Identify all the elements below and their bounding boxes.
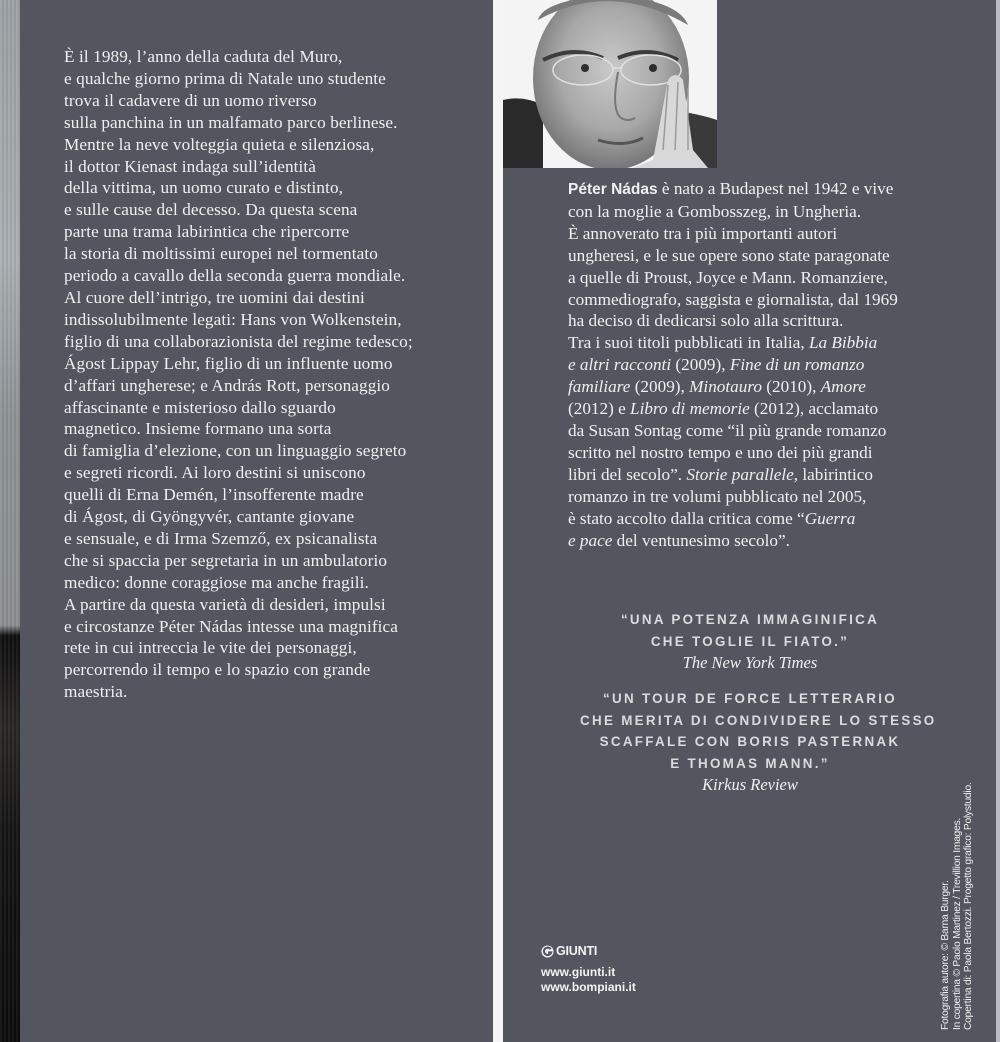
bio-text: (2009), — [630, 377, 690, 397]
synopsis-line: trova il cadavere di un uomo riverso — [64, 90, 317, 110]
bio-text: del ventunesimo secolo”. — [612, 530, 790, 550]
synopsis-line: della vittima, un uomo curato e distinto, — [64, 178, 344, 198]
publisher-links — [541, 965, 636, 995]
synopsis-line: medico: donne coraggiose ma anche fragili. — [64, 572, 369, 592]
bio-line: È annoverato tra i più importanti autori — [568, 223, 838, 243]
synopsis-line: e sulle cause del decesso. Da questa scena — [64, 200, 358, 220]
synopsis-line: indissolubilmente legati: Hans von Wolkenstein, — [64, 309, 402, 329]
press-quote — [580, 609, 920, 674]
synopsis-line: d’affari ungherese; e András Rott, personaggio — [64, 375, 390, 395]
publisher-block — [541, 944, 636, 995]
bio-line — [568, 398, 993, 420]
synopsis-line: maestria. — [64, 682, 128, 702]
bio-line: ungheresi, e le sue opere sono state paragonate — [568, 245, 890, 265]
bio-line — [568, 376, 993, 398]
bio-line: con la moglie a Gombosszeg, in Ungheria. — [568, 201, 862, 221]
page-edge — [996, 0, 1000, 1042]
quote-source: Kirkus Review — [702, 775, 798, 794]
synopsis-line: È il 1989, l’anno della caduta del Muro, — [64, 47, 343, 66]
bio-line: a quelle di Proust, Joyce e Mann. Romanziere, — [568, 267, 888, 287]
bio-text: (2010), — [762, 377, 821, 397]
bio-text: è nato a Budapest nel 1942 e vive — [657, 179, 894, 198]
credit-line: Fotografia autore: © Barna Burger. — [940, 880, 951, 1030]
synopsis-line: Al cuore dell’intrigo, tre uomini dai destini — [64, 287, 365, 307]
giunti-g-icon — [541, 945, 554, 958]
press-quote — [580, 688, 937, 796]
quote-line: SCAFFALE CON BORIS PASTERNAK — [599, 734, 901, 749]
press-quotes — [580, 609, 937, 796]
synopsis-line: magnetico. Insieme formano una sorta — [64, 419, 332, 439]
synopsis-line: quelli di Erna Demén, l’insofferente madre — [64, 485, 364, 505]
synopsis-line: figlio di una collaborazionista del regime tedesco; — [64, 331, 413, 351]
synopsis-line: di famiglia d’elezione, con un linguaggio segreto — [64, 441, 407, 461]
bio-line — [568, 178, 993, 201]
book-title: familiare — [568, 377, 631, 397]
bio-line: commediografo, saggista e giornalista, dal 1969 — [568, 289, 898, 309]
book-title: La Bibbia — [808, 333, 878, 353]
synopsis-line: percorrendo il tempo e lo spazio con grande — [64, 660, 371, 680]
synopsis-line: periodo a cavallo della seconda guerra mondiale. — [64, 266, 406, 286]
bio-line — [568, 464, 993, 486]
synopsis-line: il dottor Kienast indaga sull’identità — [64, 156, 317, 176]
bio-line — [568, 332, 993, 354]
bio-text: Tra i suoi titoli pubblicati in Italia, — [568, 333, 809, 353]
synopsis-line: parte una trama labirintica che ripercorre — [64, 222, 350, 242]
book-title: Fine di un romanzo — [729, 355, 865, 375]
synopsis-line: e segreti ricordi. Ai loro destini si uniscono — [64, 463, 366, 483]
synopsis-line: Ágost Lippay Lehr, figlio di un influente uomo — [64, 353, 393, 373]
credit-line: Copertina di: Paola Bertozzi. Progetto grafico: Polystudio. — [963, 782, 975, 1030]
bio-line: scritto nel nostro tempo e uno dei più grandi — [568, 442, 873, 462]
book-title: Libro di memorie — [630, 399, 750, 419]
bio-line: romanzo in tre volumi pubblicato nel 2005, — [568, 486, 867, 506]
synopsis-line: affascinante e misterioso dallo sguardo — [64, 397, 336, 417]
synopsis-line: che si spaccia per segretaria in un ambulatorio — [64, 550, 388, 570]
book-title: Guerra — [804, 508, 856, 528]
synopsis-line: di Ágost, di Gyöngyvér, cantante giovane — [64, 507, 355, 527]
book-title: e pace — [568, 530, 613, 550]
bio-line: da Susan Sontag come “il più grande romanzo — [568, 420, 887, 440]
credit-line: In copertina © Paolo Martinez / Trevillion Images. — [951, 817, 963, 1030]
quote-line: “UN TOUR DE FORCE LETTERARIO — [602, 691, 898, 706]
synopsis-line: e qualche giorno prima di Natale uno studente — [64, 68, 386, 88]
quote-source: The New York Times — [682, 653, 818, 672]
bio-line — [568, 508, 993, 530]
bio-text: , labirintico — [793, 464, 874, 484]
synopsis-line: e circostanze Péter Nádas intesse una magnifica — [64, 616, 398, 636]
bio-line: ha deciso di dedicarsi solo alla scrittura. — [568, 311, 844, 331]
synopsis-line: A partire da questa varietà di desideri, impulsi — [64, 594, 386, 614]
image-credits — [940, 782, 975, 1030]
link-giunti[interactable]: www.giunti.it — [541, 965, 616, 979]
bio-text: è stato accolto dalla critica come “ — [568, 508, 805, 528]
quote-line: E THOMAS MANN.” — [670, 755, 830, 771]
book-title: Minotauro — [689, 377, 762, 397]
quote-line: CHE TOGLIE IL FIATO.” — [650, 633, 850, 649]
giunti-logo — [541, 944, 636, 958]
bio-line — [568, 354, 993, 376]
texture-overlay — [0, 0, 20, 1042]
author-name: Péter Nádas — [568, 181, 658, 198]
book-title: Amore — [820, 377, 866, 397]
synopsis-line: e sensuale, e di Irma Szemző, ex psicanalista — [64, 528, 378, 548]
synopsis-line: Mentre la neve volteggia quieta e silenziosa, — [64, 134, 375, 154]
link-bompiani[interactable]: www.bompiani.it — [541, 980, 636, 994]
author-bio — [568, 178, 993, 551]
synopsis-line: la storia di moltissimi europei nel tormentato — [64, 244, 378, 264]
synopsis-line: rete in cui intreccia le vite dei personaggi, — [64, 638, 357, 658]
synopsis-line: sulla panchina in un malfamato parco berlinese. — [64, 112, 398, 132]
quote-line: “UNA POTENZA IMMAGINIFICA — [620, 612, 880, 627]
book-synopsis — [64, 46, 484, 703]
author-portrait-icon — [503, 0, 717, 168]
flap-fold-gutter — [493, 0, 503, 1042]
bio-text: (2012), acclamato — [749, 399, 879, 419]
publisher-name: GIUNTI — [556, 944, 598, 958]
book-title: e altri racconti — [568, 355, 672, 375]
bio-text: (2009), — [671, 355, 730, 375]
bio-text: libri del secolo”. — [568, 464, 687, 484]
cover-edge-texture — [0, 0, 20, 1042]
quote-line: CHE MERITA DI CONDIVIDERE LO STESSO — [580, 712, 937, 728]
author-photo — [503, 0, 717, 168]
bio-text: (2012) e — [568, 399, 631, 419]
bio-line — [568, 530, 993, 552]
book-title: Storie parallele — [686, 464, 794, 484]
